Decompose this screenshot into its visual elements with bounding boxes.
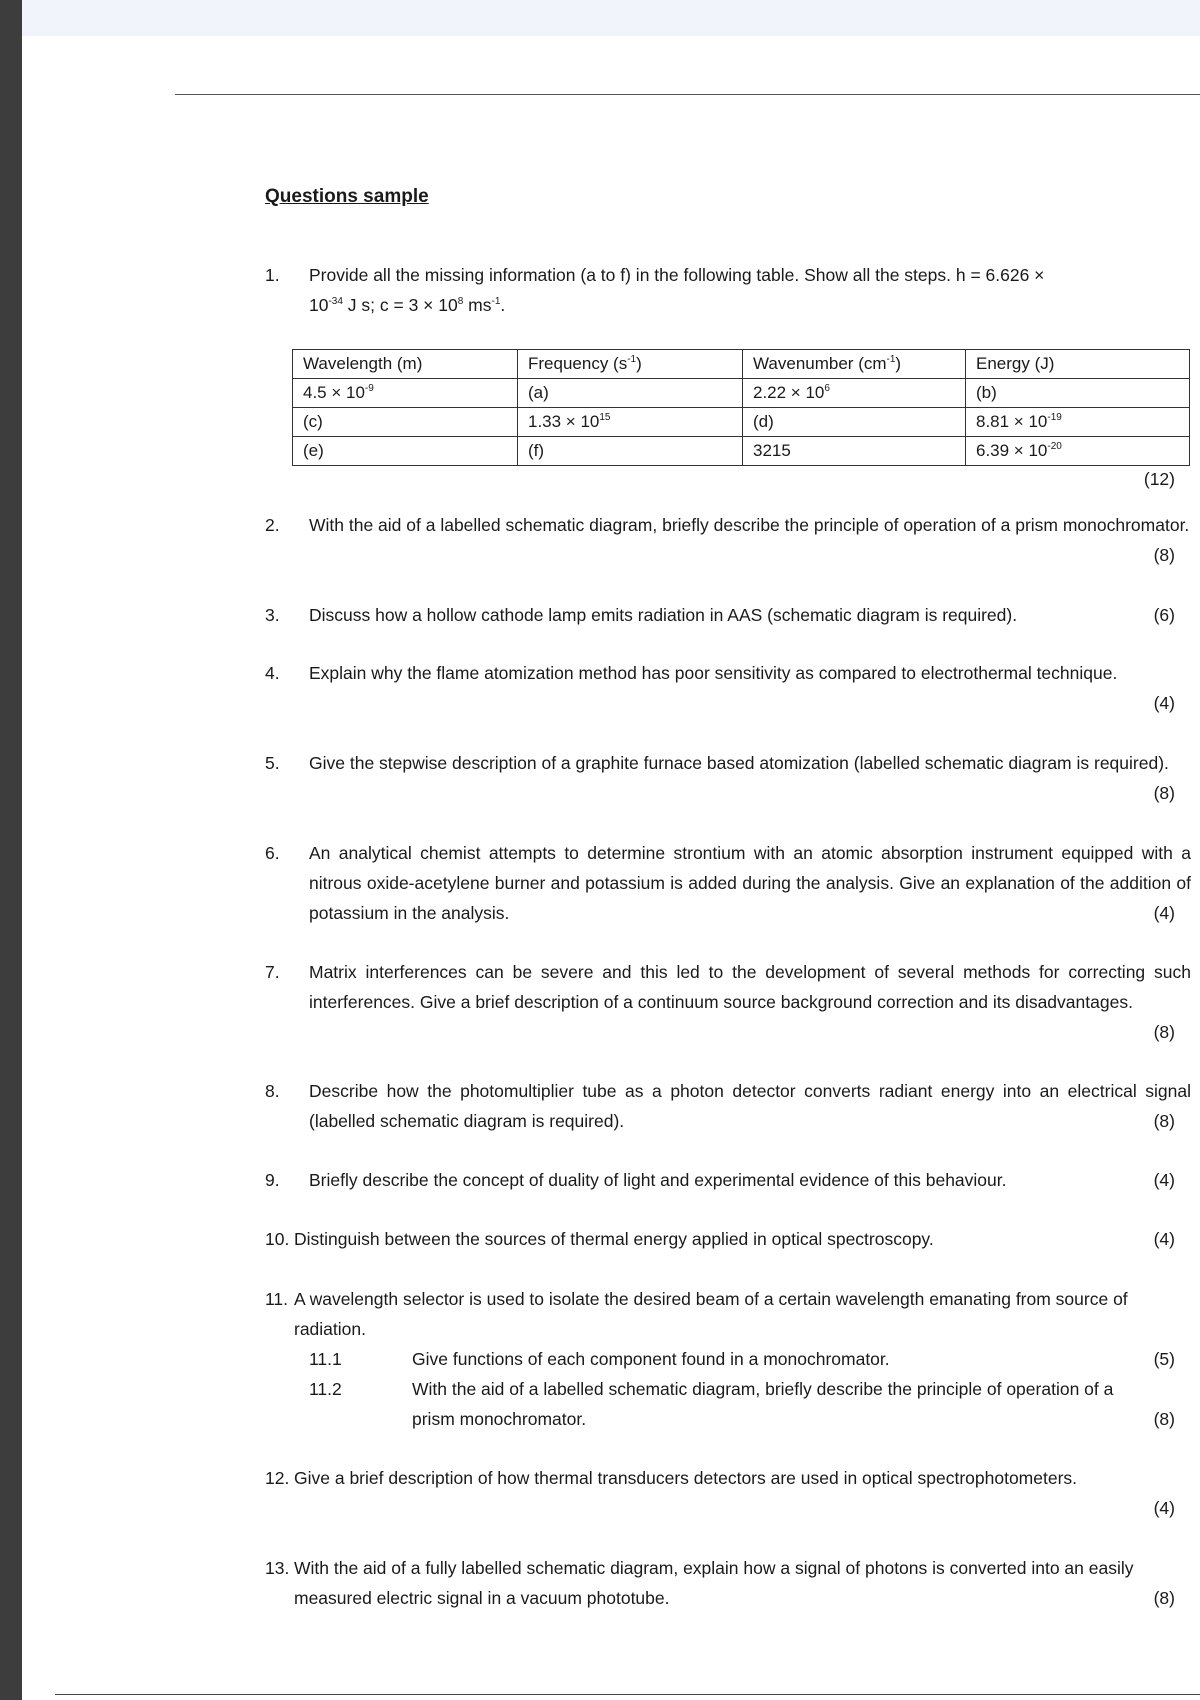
page-top-margin [22, 0, 1200, 36]
question-marks: (4) [1153, 1498, 1175, 1518]
table-row [293, 437, 1190, 466]
question-number: 2. [265, 515, 280, 535]
table-cell: $8.81 \times 10^{-19}$ [966, 408, 1190, 437]
table-row [293, 379, 1190, 408]
header-rule [175, 94, 1200, 95]
question-number: 9. [265, 1170, 280, 1190]
table-cell: (c) [293, 408, 518, 437]
footer-rule [55, 1694, 1200, 1695]
table-cell: (d) [743, 408, 966, 437]
question-number: 12. [265, 1468, 290, 1488]
question-number: 1. [265, 265, 280, 285]
window-left-edge [0, 0, 22, 1700]
question-number: 11. [265, 1289, 289, 1309]
question-marks: (4) [1153, 1229, 1175, 1249]
question-number: 10. [265, 1229, 290, 1249]
question-text: With the aid of a fully labelled schematic diagram, explain how a signal of photons is converted into an easily measured electric signal in a vacuum phototube. [294, 1558, 1134, 1608]
question-marks: (8) [1153, 545, 1175, 565]
question-number: 7. [265, 962, 280, 982]
question-text: Distinguish between the sources of thermal energy applied in optical spectroscopy. [294, 1229, 934, 1249]
table-cell: $2.22 \times 10^6$ [743, 379, 966, 408]
question-text: Explain why the flame atomization method has poor sensitivity as compared to electrothermal technique. [309, 663, 1118, 683]
question-text: Matrix interferences can be severe and this led to the development of several methods for correcting such interferences. Give a brief description of a continuum source background correction and its disadvantages. [309, 962, 1191, 1012]
question-text: Give the stepwise description of a graphite furnace based atomization (labelled schematic diagram is required). [309, 753, 1169, 773]
question-text: Describe how the photomultiplier tube as a photon detector converts radiant energy into an electrical signal (labelled schematic diagram is required). [309, 1081, 1191, 1131]
question-text: An analytical chemist attempts to determine strontium with an atomic absorption instrument equipped with a nitrous oxide-acetylene burner and potassium is added during the analysis. Give an explanation of the addition of potassium in the analysis. [309, 843, 1191, 923]
question-number: 6. [265, 843, 280, 863]
question-1-marks: (12) [1143, 469, 1175, 489]
table-cell: (e) [293, 437, 518, 466]
table-cell: $1.33 \times 10^{15}$ [518, 408, 743, 437]
subquestion-11-1-text: Give functions of each component found in a monochromator. [412, 1349, 890, 1369]
question-marks: (4) [1153, 903, 1175, 923]
table-cell: (b) [966, 379, 1190, 408]
table-header-row [293, 350, 1190, 379]
table-cell: $6.39 \times 10^{-20}$ [966, 437, 1190, 466]
subquestion-11-2-text: With the aid of a labelled schematic diagram, briefly describe the principle of operation of a prism monochromator. [412, 1379, 1114, 1429]
subquestion-11-1-marks: (5) [1153, 1349, 1175, 1369]
subquestion-11-2-marks: (8) [1153, 1409, 1175, 1429]
table-header-cell: Wavelength (m) [293, 350, 518, 379]
subquestion-11-1-number: 11.1 [309, 1349, 342, 1369]
question-text: With the aid of a labelled schematic diagram, briefly describe the principle of operation of a prism monochromator. [309, 515, 1190, 535]
missing-info-table [292, 349, 1190, 466]
question-marks: (8) [1153, 1588, 1175, 1608]
table-cell: (a) [518, 379, 743, 408]
table-cell: 3215 [743, 437, 966, 466]
question-marks: (8) [1153, 1111, 1175, 1131]
page-title: Questions sample [265, 186, 429, 207]
question-text: Discuss how a hollow cathode lamp emits radiation in AAS (schematic diagram is required). [309, 605, 1018, 625]
subquestion-11-2-number: 11.2 [309, 1379, 342, 1399]
question-text: A wavelength selector is used to isolate the desired beam of a certain wavelength emanating from source of radiation. [294, 1289, 1128, 1339]
question-marks: (8) [1153, 783, 1175, 803]
table-header-cell: Energy (J) [966, 350, 1190, 379]
question-number: 3. [265, 605, 280, 625]
question-text: Give a brief description of how thermal transducers detectors are used in optical spectrophotometers. [294, 1468, 1078, 1488]
table-cell: (f) [518, 437, 743, 466]
table-header-cell: Frequency $(s^{-1})$ [518, 350, 743, 379]
question-text: Provide all the missing information (a to f) in the following table. Show all the steps. h = 6.626 × $10^{-34}$ J s; $c = 3 \times 10^8$ $ms^{-1}$. [309, 265, 1045, 315]
table-row [293, 408, 1190, 437]
question-marks: (4) [1153, 693, 1175, 713]
question-number: 8. [265, 1081, 280, 1101]
question-marks: (4) [1153, 1170, 1175, 1190]
question-number: 5. [265, 753, 280, 773]
question-marks: (6) [1153, 605, 1175, 625]
question-marks: (8) [1153, 1022, 1175, 1042]
table-header-cell: Wavenumber $(cm^{-1})$ [743, 350, 966, 379]
table-cell: $4.5 \times 10^{-9}$ [293, 379, 518, 408]
question-number: 13. [265, 1558, 290, 1578]
question-text: Briefly describe the concept of duality of light and experimental evidence of this behaviour. [309, 1170, 1007, 1190]
question-number: 4. [265, 663, 280, 683]
